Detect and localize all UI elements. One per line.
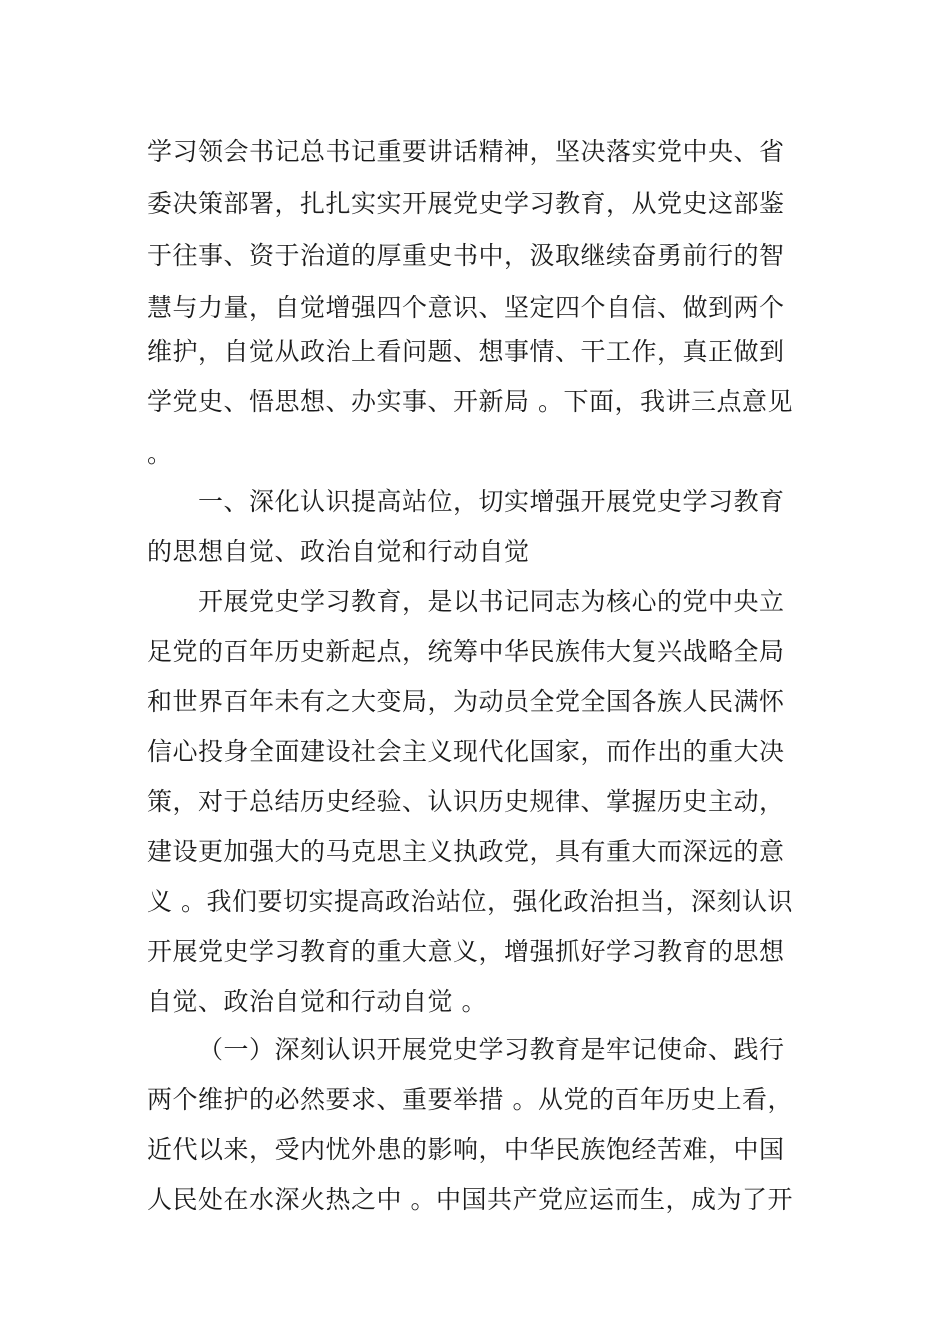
section-heading-line: 一、深化认识提高站位，切实增强开展党史学习教育 xyxy=(198,487,785,516)
text-line: 学习领会书记总书记重要讲话精神，坚决落实党中央、省 xyxy=(147,137,785,166)
text-line: 开展党史学习教育，是以书记同志为核心的党中央立 xyxy=(198,587,785,616)
text-line: 委决策部署，扎扎实实开展党史学习教育，从党史这部鉴 xyxy=(147,189,785,218)
text-line: 自觉、政治自觉和行动自觉 。 xyxy=(147,987,487,1016)
text-line: 策，对于总结历史经验、认识历史规律、掌握历史主动， xyxy=(147,787,785,816)
text-line: 人民处在水深火热之中 。中国共产党应运而生，成为了开 xyxy=(147,1185,793,1214)
text-line: 维护，自觉从政治上看问题、想事情、干工作，真正做到 xyxy=(147,337,785,366)
text-line: 学党史、悟思想、办实事、开新局 。下面，我讲三点意见 xyxy=(147,387,793,416)
text-line: 慧与力量，自觉增强四个意识、坚定四个自信、做到两个 xyxy=(147,293,785,322)
text-line: 和世界百年未有之大变局，为动员全党全国各族人民满怀 xyxy=(147,687,785,716)
text-line: 近代以来，受内忧外患的影响，中华民族饱经苦难，中国 xyxy=(147,1135,785,1164)
text-line: 开展党史学习教育的重大意义，增强抓好学习教育的思想 xyxy=(147,937,785,966)
text-line: 于往事、资于治道的厚重史书中，汲取继续奋勇前行的智 xyxy=(147,241,785,270)
text-line: 信心投身全面建设社会主义现代化国家，而作出的重大决 xyxy=(147,737,785,766)
text-line: 足党的百年历史新起点，统筹中华民族伟大复兴战略全局 xyxy=(147,637,785,666)
text-line: 。 xyxy=(147,439,173,468)
text-line: 建设更加强大的马克思主义执政党，具有重大而深远的意 xyxy=(147,837,785,866)
subsection-line: （一）深刻认识开展党史学习教育是牢记使命、践行 xyxy=(198,1035,785,1064)
section-heading-line: 的思想自觉、政治自觉和行动自觉 xyxy=(147,537,530,566)
text-line: 义 。我们要切实提高政治站位，强化政治担当，深刻认识 xyxy=(147,887,793,916)
text-line: 两个维护的必然要求、重要举措 。从党的百年历史上看， xyxy=(147,1085,793,1114)
